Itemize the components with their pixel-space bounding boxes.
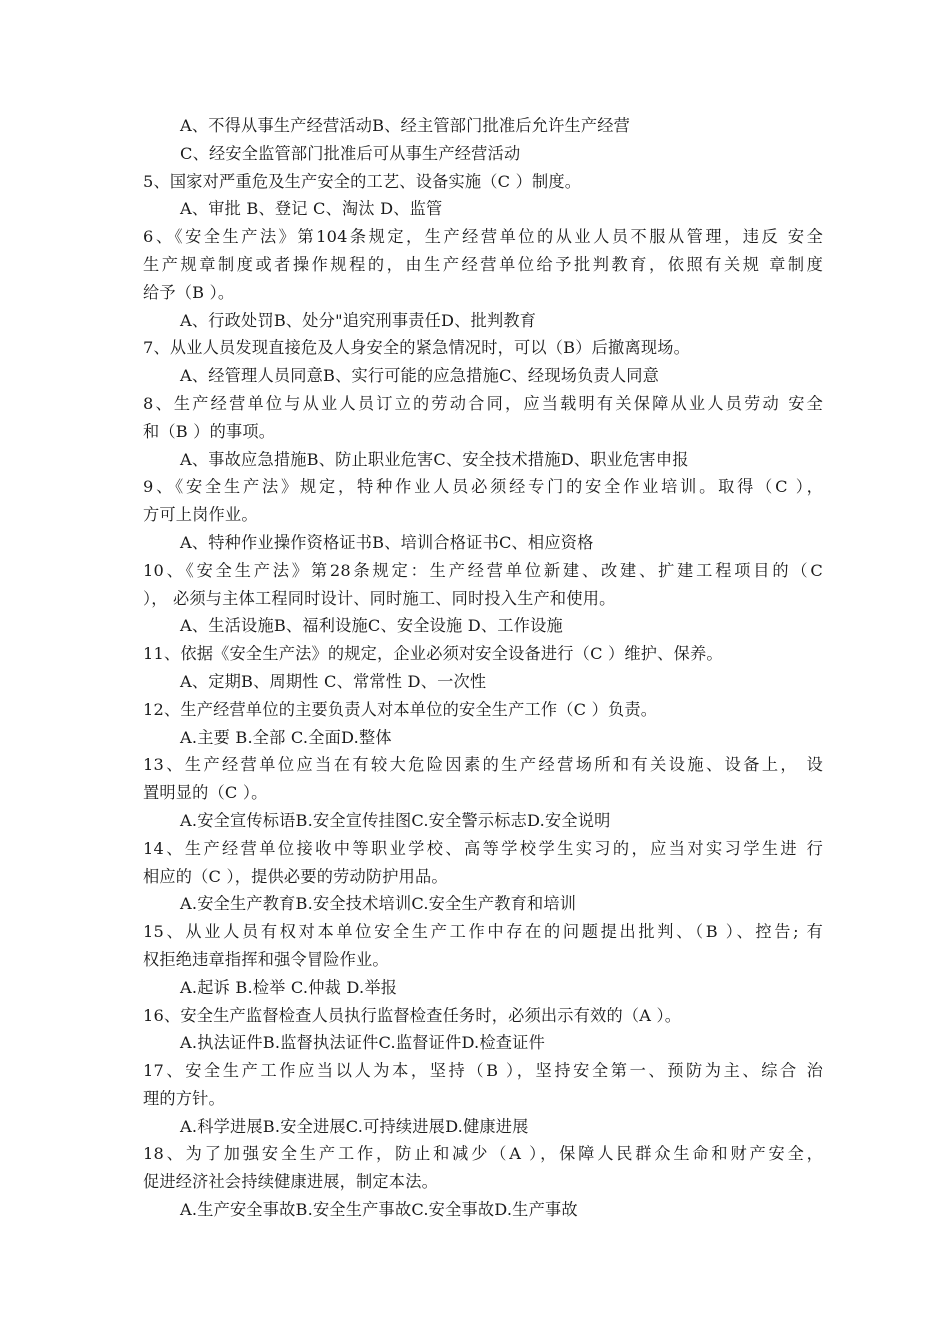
answer-options-line: A.执法证件B.监督执法证件C.监督证件D.检查证件	[180, 1033, 545, 1053]
answer-options-line: A、经管理人员同意B、实行可能的应急措施C、经现场负责人同意	[180, 366, 660, 386]
question-text-line: 17、安全生产工作应当以人为本，坚持（B ），坚持安全第一、预防为主、综合 治	[143, 1061, 823, 1081]
question-text-line: 12、生产经营单位的主要负责人对本单位的安全生产工作（C ）负责。	[143, 699, 658, 719]
question-text-line: 11、依据《安全生产法》的规定，企业必须对安全设备进行（C ）维护、保养。	[143, 644, 723, 664]
question-text-line: 9、《安全生产法》规定，特种作业人员必须经专门的安全作业培训。取得（C ），	[143, 477, 823, 497]
question-text-line: 6、《安全生产法》第104条规定，生产经营单位的从业人员不服从管理，违反 安全	[143, 227, 823, 247]
answer-options-line: A.生产安全事故B.安全生产事故C.安全事故D.生产事故	[180, 1200, 578, 1220]
document-body	[143, 112, 823, 1224]
question-text-line: 权拒绝违章指挥和强令冒险作业。	[143, 949, 389, 969]
answer-options-line: A、生活设施B、福利设施C、安全设施 D、工作设施	[180, 616, 563, 636]
answer-options-line: A.主要 B.全部 C.全面D.整体	[180, 727, 392, 747]
question-text-line: 生产规章制度或者操作规程的，由生产经营单位给予批判教育，依照有关规 章制度	[143, 254, 823, 274]
question-text-line: 13、生产经营单位应当在有较大危险因素的生产经营场所和有关设施、设备上， 设	[143, 755, 823, 775]
answer-options-line: A.安全生产教育B.安全技术培训C.安全生产教育和培训	[180, 894, 577, 914]
question-text-line: 5、国家对严重危及生产安全的工艺、设备实施（C ）制度。	[143, 171, 582, 191]
question-text-line: 8、生产经营单位与从业人员订立的劳动合同，应当载明有关保障从业人员劳动 安全	[143, 393, 823, 413]
question-text-line: 16、安全生产监督检查人员执行监督检查任务时，必须出示有效的（A ）。	[143, 1005, 682, 1025]
answer-options-line: A、特种作业操作资格证书B、培训合格证书C、相应资格	[180, 532, 594, 552]
question-text-line: 18、为了加强安全生产工作，防止和减少（A ），保障人民群众生命和财产安全，	[143, 1144, 823, 1164]
question-text-line: 相应的（C ），提供必要的劳动防护用品。	[143, 866, 448, 886]
question-text-line: 14、生产经营单位接收中等职业学校、高等学校学生实习的，应当对实习学生进 行	[143, 838, 823, 858]
answer-options-line: A、事故应急措施B、防止职业危害C、安全技术措施D、职业危害申报	[180, 449, 689, 469]
answer-options-line: A、审批 B、登记 C、淘汰 D、监管	[180, 199, 443, 219]
question-text-line: 10、《安全生产法》第28条规定：生产经营单位新建、改建、扩建工程项目的（C	[143, 560, 823, 580]
answer-options-line: A、不得从事生产经营活动B、经主管部门批准后允许生产经营	[180, 116, 631, 135]
question-text-line: 理的方针。	[143, 1088, 225, 1108]
answer-options-line: C、经安全监管部门批准后可从事生产经营活动	[180, 143, 521, 163]
question-text-line: 7、从业人员发现直接危及人身安全的紧急情况时，可以（B）后撤离现场。	[143, 338, 690, 358]
question-text-line: 方可上岗作业。	[143, 505, 258, 525]
question-text-line: 置明显的（C ）。	[143, 783, 268, 803]
answer-options-line: A.起诉 B.检举 C.仲裁 D.举报	[180, 977, 398, 997]
question-text-line: 给予（B ）。	[143, 282, 235, 302]
question-text-line: 15、从业人员有权对本单位安全生产工作中存在的问题提出批判、（B ）、控告; 有	[143, 922, 823, 942]
question-text-line: 和（B ）的事项。	[143, 421, 276, 441]
answer-options-line: A.科学进展B.安全进展C.可持续进展D.健康进展	[180, 1116, 529, 1136]
question-text-line: ）， 必须与主体工程同时设计、同时施工、同时投入生产和使用。	[143, 588, 616, 608]
answer-options-line: A.安全宣传标语B.安全宣传挂图C.安全警示标志D.安全说明	[180, 810, 611, 830]
answer-options-line: A、行政处罚B、处分"追究刑事责任D、批判教育	[180, 310, 537, 330]
answer-options-line: A、定期B、周期性 C、常常性 D、一次性	[180, 671, 487, 691]
question-text-line: 促进经济社会持续健康进展，制定本法。	[143, 1172, 438, 1192]
